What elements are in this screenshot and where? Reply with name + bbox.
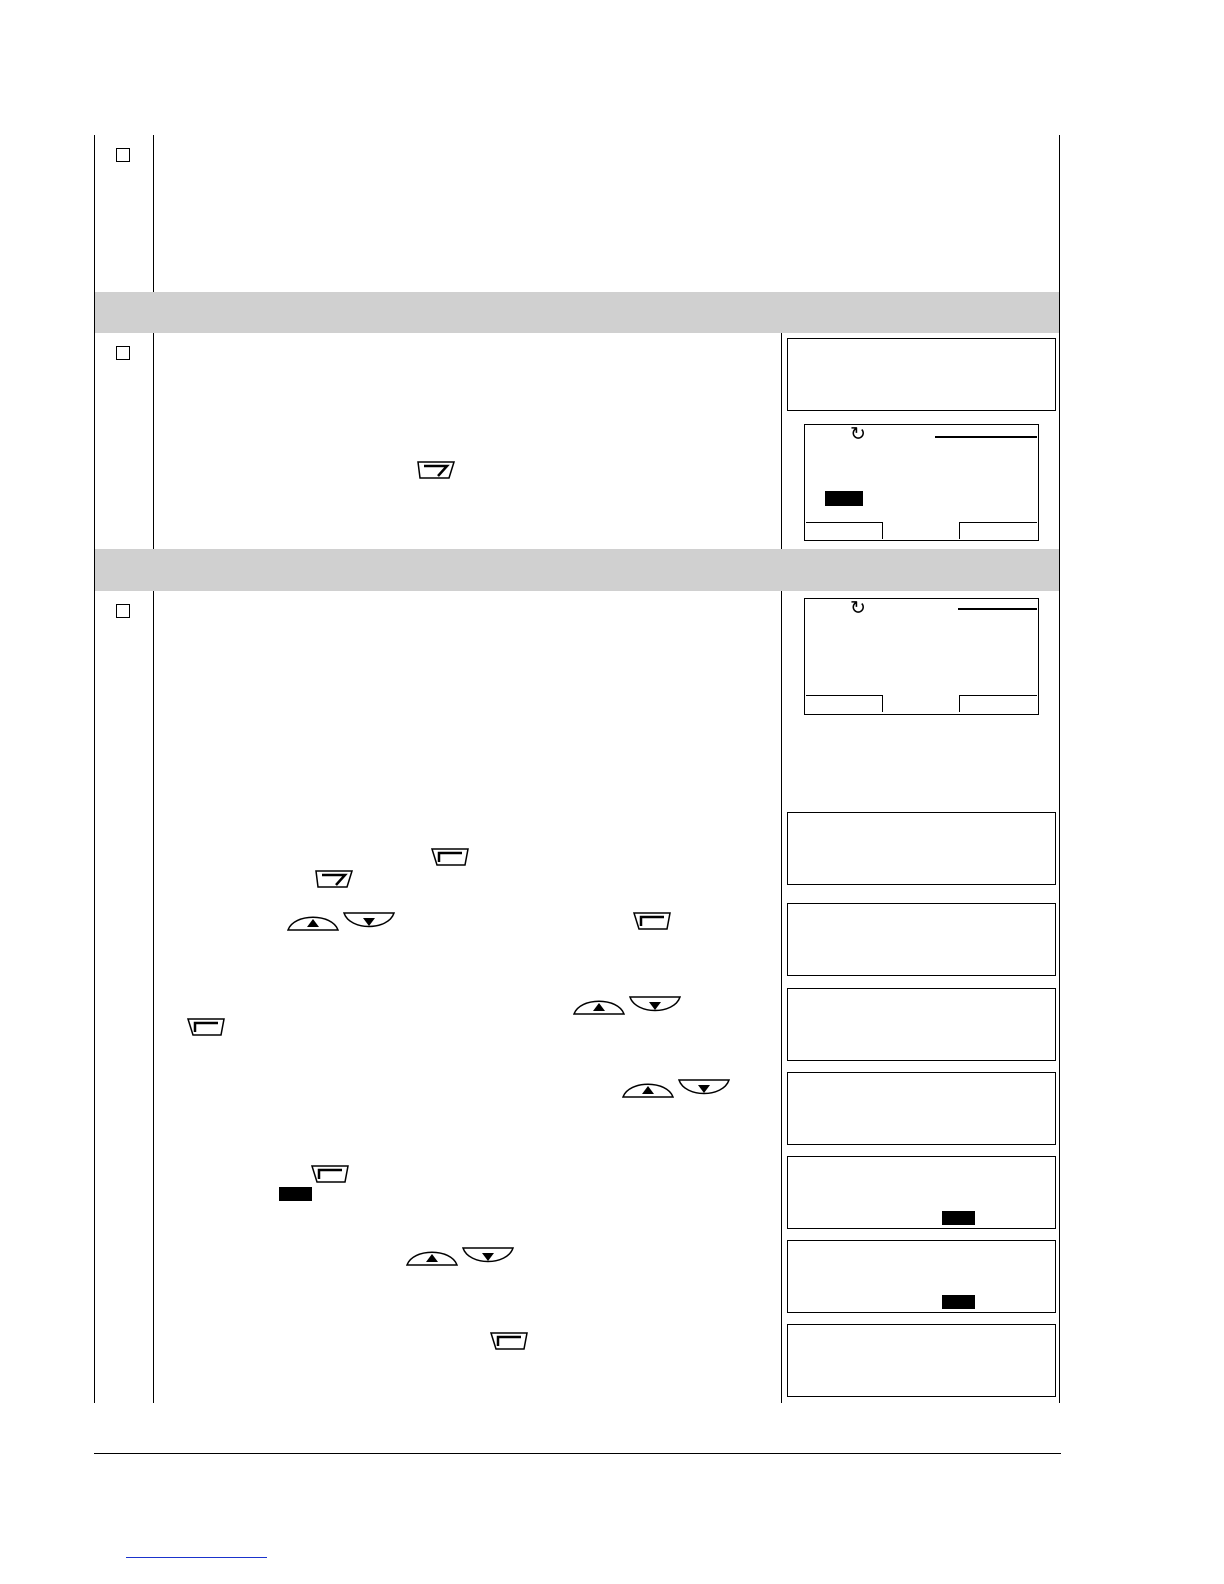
display-text-box: [787, 1156, 1056, 1229]
footer-link[interactable]: [126, 1557, 267, 1558]
highlighted-value: [942, 1211, 975, 1225]
softkey-left-bar: [806, 695, 883, 696]
step-text: [170, 145, 1030, 275]
display-text-box: [787, 988, 1056, 1061]
step-checkbox[interactable]: [116, 148, 130, 162]
softkey-left-icon[interactable]: [310, 1163, 350, 1185]
softkey-left-icon[interactable]: [430, 846, 470, 868]
footer-rule: [94, 1453, 1061, 1454]
display-text-box: [787, 338, 1056, 411]
arrow-up-icon[interactable]: [572, 994, 626, 1018]
softkey-right-icon[interactable]: [314, 868, 354, 890]
softkey-left-icon[interactable]: [632, 910, 672, 932]
column-divider-display: [781, 333, 782, 549]
column-divider-display: [781, 591, 782, 1403]
softkey-right-divider: [959, 695, 960, 712]
highlighted-value: [942, 1295, 975, 1309]
arrow-down-icon[interactable]: [677, 1077, 731, 1101]
softkey-right-icon[interactable]: [416, 459, 456, 481]
section-header-band: [95, 292, 1059, 333]
display-text-box: [787, 1324, 1056, 1397]
arrow-up-icon[interactable]: [405, 1245, 459, 1269]
step-checkbox[interactable]: [116, 604, 130, 618]
softkey-right-divider: [959, 522, 960, 539]
display-text-box: [787, 903, 1056, 976]
softkey-left-bar: [806, 522, 883, 523]
arrow-down-icon[interactable]: [628, 994, 682, 1018]
softkey-left-icon[interactable]: [186, 1016, 226, 1038]
rotation-icon: ↻: [850, 598, 866, 619]
softkey-left-divider: [882, 695, 883, 712]
status-line: [935, 436, 1037, 438]
display-text-box: [787, 1072, 1056, 1145]
page-frame-right: [1059, 135, 1060, 1403]
highlighted-value: [825, 491, 863, 506]
column-divider-step: [153, 333, 154, 549]
softkey-right-bar: [959, 522, 1037, 523]
display-text-box: [787, 1240, 1056, 1313]
rotation-icon: ↻: [850, 424, 866, 445]
control-panel-display: [804, 598, 1039, 715]
step-text: [170, 343, 760, 533]
softkey-right-bar: [959, 695, 1037, 696]
section-header-band: [95, 549, 1059, 591]
column-divider-step: [153, 591, 154, 1403]
arrow-up-icon[interactable]: [621, 1077, 675, 1101]
arrow-down-icon[interactable]: [461, 1245, 515, 1269]
control-panel-display: [804, 424, 1039, 541]
softkey-left-divider: [882, 522, 883, 539]
arrow-up-icon[interactable]: [286, 910, 340, 934]
highlighted-value: [279, 1187, 312, 1201]
step-checkbox[interactable]: [116, 346, 130, 360]
arrow-down-icon[interactable]: [342, 910, 396, 934]
display-text-box: [787, 812, 1056, 885]
column-divider-step: [153, 135, 154, 293]
softkey-left-icon[interactable]: [489, 1330, 529, 1352]
status-line: [958, 608, 1037, 610]
